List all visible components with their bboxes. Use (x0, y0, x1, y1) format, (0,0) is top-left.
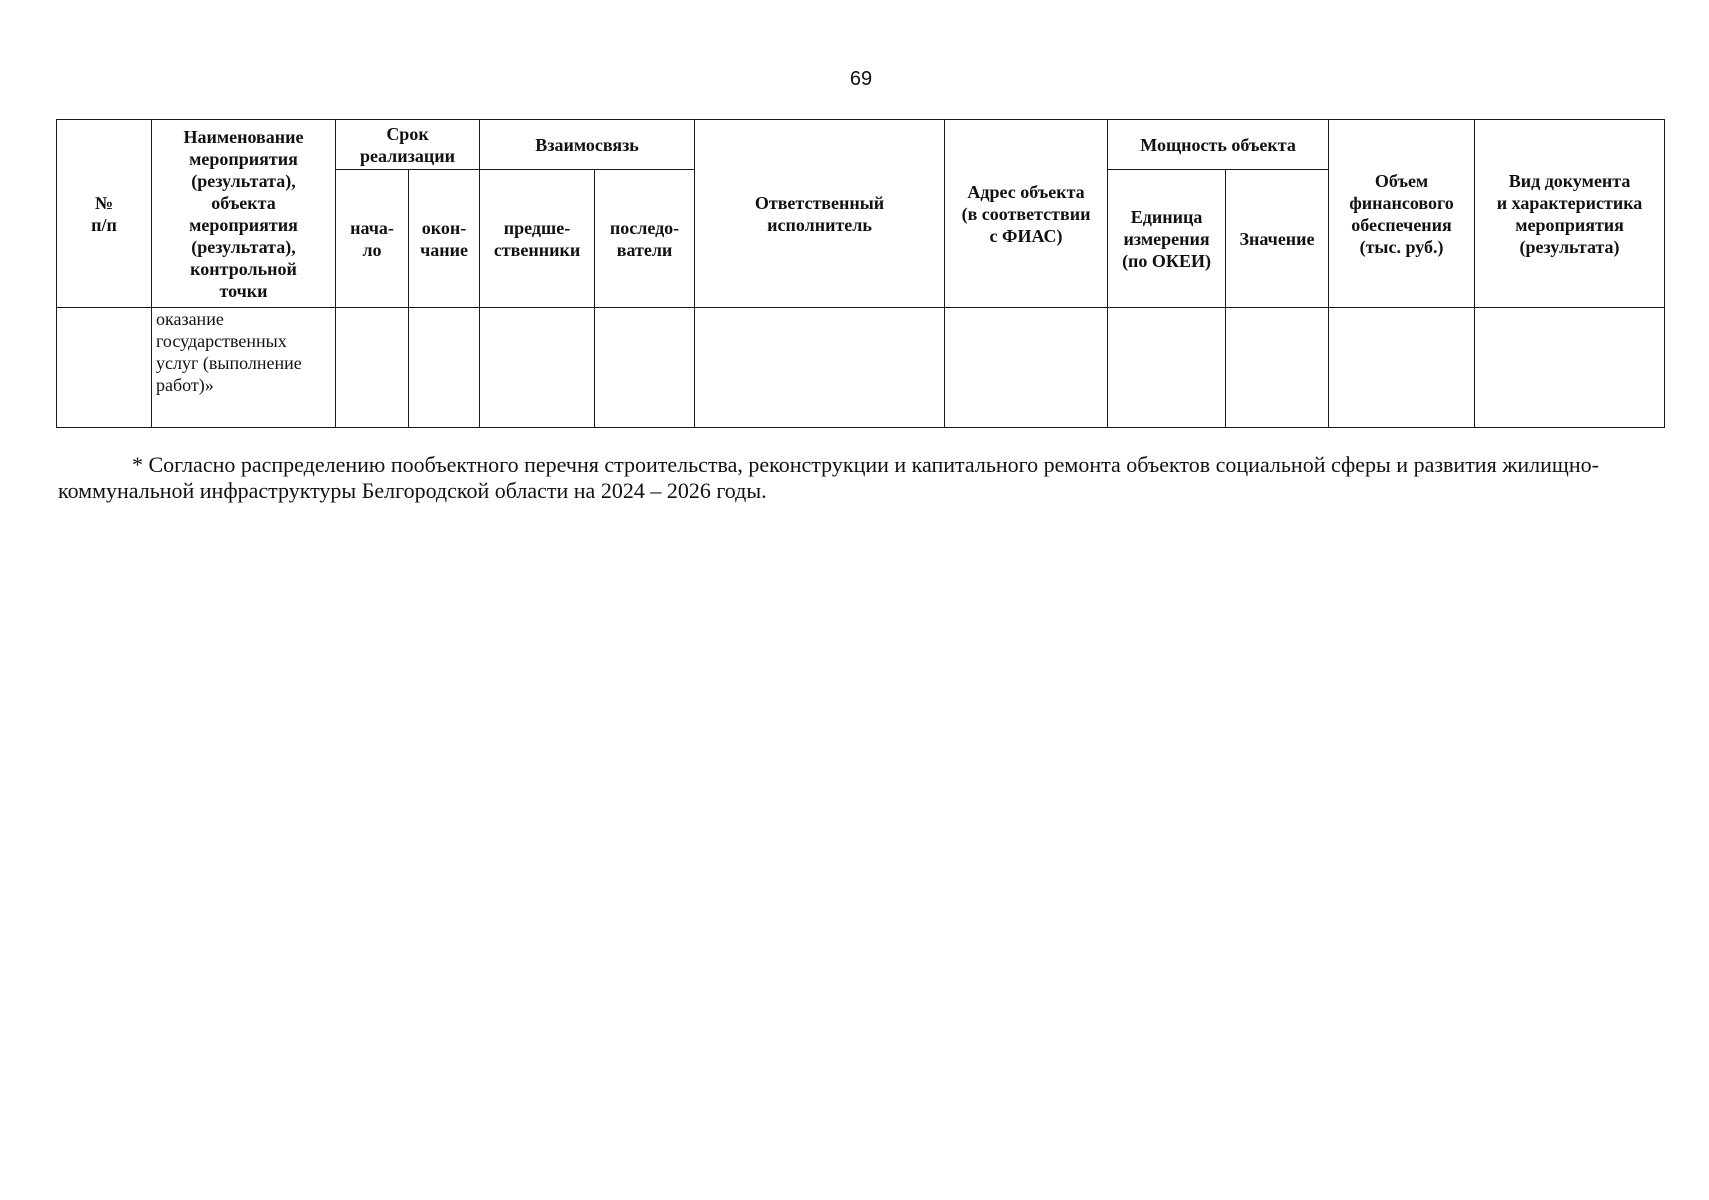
header-capacity: Мощность объекта (1108, 120, 1329, 170)
header-term-start: нача- ло (336, 170, 409, 308)
cell-num (57, 308, 152, 428)
header-relation-pred: предше- ственники (480, 170, 595, 308)
cell-responsible (695, 308, 945, 428)
cell-start (336, 308, 409, 428)
header-name: Наименование мероприятия (результата), объекта мероприятия (результата), контрольной точки (152, 120, 336, 308)
cell-finance (1329, 308, 1475, 428)
header-relation: Взаимосвязь (480, 120, 695, 170)
header-num: № п/п (57, 120, 152, 308)
plan-table (56, 119, 1665, 428)
table-row (57, 308, 1665, 428)
footnote: * Согласно распределению пообъектного перечня строительства, реконструкции и капитального ремонта объектов социальной сферы и развития жилищно-коммунальной инфраструктуры Белгородской области на 2024 – 2026 годы. (58, 452, 1599, 503)
page-number: 69 (849, 68, 873, 90)
header-finance: Объем финансового обеспечения (тыс. руб.) (1329, 120, 1475, 308)
header-capacity-unit: Единица измерения (по ОКЕИ) (1108, 170, 1226, 308)
cell-value (1226, 308, 1329, 428)
header-relation-succ: последо- ватели (595, 170, 695, 308)
header-address: Адрес объекта (в соответствии с ФИАС) (945, 120, 1108, 308)
header-capacity-value: Значение (1226, 170, 1329, 308)
cell-succ (595, 308, 695, 428)
cell-name: оказание государственных услуг (выполнение работ)» (152, 308, 336, 428)
cell-unit (1108, 308, 1226, 428)
header-responsible: Ответственный исполнитель (695, 120, 945, 308)
cell-pred (480, 308, 595, 428)
cell-doc (1475, 308, 1665, 428)
cell-address (945, 308, 1108, 428)
cell-end (409, 308, 480, 428)
header-term: Срок реализации (336, 120, 480, 170)
header-doc-type: Вид документа и характеристика мероприятия (результата) (1475, 120, 1665, 308)
header-term-end: окон- чание (409, 170, 480, 308)
